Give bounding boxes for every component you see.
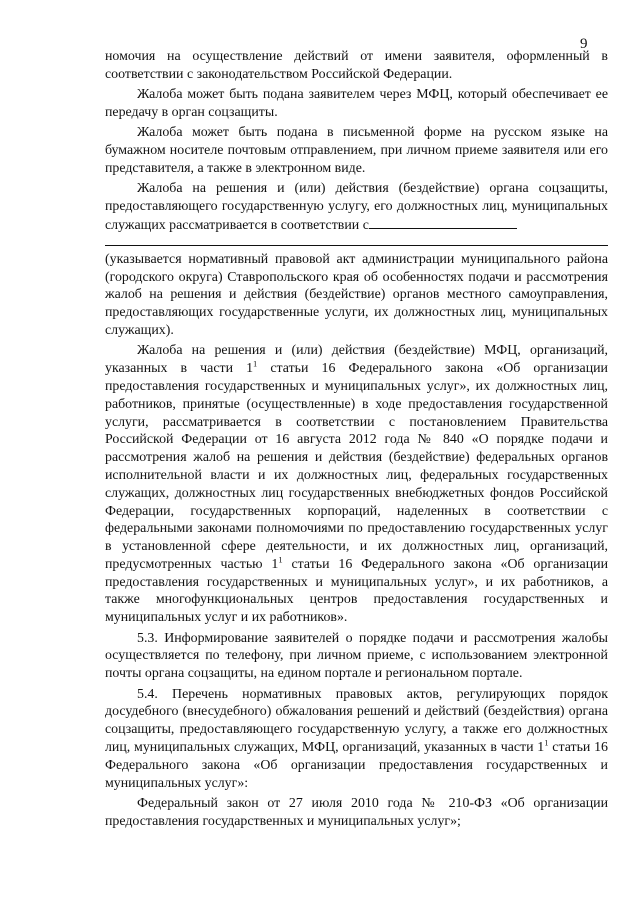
paragraph-complaint-organ — [105, 180, 608, 234]
document-body — [105, 48, 608, 833]
paragraph-complaint-mfc-part3: статьи 16 Федерального закона «Об организации предоставления государственных и муниципальных услуг», и их работников, а также многофункциональных центров предоставления государственных и муниципальных услуг и их работников». — [105, 556, 609, 626]
paragraph-5-4-part1: 5.4. Перечень нормативных правовых актов, регулирующих порядок досудебного (внесудебного) обжалования решений и действий (бездействия) органа соцзащиты, предоставляющего государственную услугу, а также его должностных лиц, муниципальных служащих, МФЦ, организаций, указанных в части 1 — [105, 686, 608, 756]
superscript: 1 — [544, 737, 549, 748]
paragraph-federal-law: Федеральный закон от 27 июля 2010 года № 210-ФЗ «Об организации предоставления государственных и муниципальных услуг»; — [105, 796, 608, 829]
paragraph-5-3: 5.3. Информирование заявителей о порядке подачи и рассмотрения жалобы осуществляется по телефону, при личном приеме, с использованием электронной почты органа соцзащиты, на едином портале и региональном портале. — [105, 630, 608, 682]
paragraph-submission-form: Жалоба может быть подана в письменной форме на русском языке на бумажном носителе почтовым отправлением, при личном приеме заявителя или его представителя, а также в электронном виде. — [105, 125, 608, 176]
paragraph-complaint-mfc-part1: Жалоба на решения и (или) действия (бездействие) МФЦ, организаций, указанных в части 1 — [105, 343, 608, 377]
paragraph-complaint-mfc-part2: статьи 16 Федерального закона «Об организации предоставления государственных и муниципальных услуг», их должностных лиц, работников, принятые (осуществленные) в ходе предоставления государственной услуги, рассматривается в соответствии с постановлением Правительства Российской Федерации от 16 августа 2012 года № 840 «О порядке подачи и рассмотрения жалоб на решения и действия (бездействие) федеральных органов исполнительной власти и их должностных лиц, федеральных государственных служащих, должностных лиц государственных внебюджетных фондов Российской Федерации, государственных корпораций, наделенных в соответствии с федеральными законами полномочиями по предоставлению государственных услуг в установленной сфере деятельности, и их должностных лиц, организаций, предусмотренных частью 1 — [105, 361, 608, 572]
paragraph-mfc-submission: Жалоба может быть подана заявителем через МФЦ, который обеспечивает ее передачу в орган соцзащиты. — [105, 87, 608, 120]
paragraph-note: (указывается нормативный правовой акт администрации муниципального района (городского округа) Ставропольского края об особенностях подачи и рассмотрения жалоб на решения и действия (бездействие) органов местного самоуправления, предоставляющих государственные услуги, их должностных лиц, муниципальных служащих). — [105, 251, 608, 338]
page-number: 9 — [580, 36, 588, 52]
superscript: 1 — [278, 554, 283, 565]
paragraph-continuation: номочия на осуществление действий от имени заявителя, оформленный в соответствии с законодательством Российской Федерации. — [105, 49, 608, 82]
fill-in-blank-line — [369, 216, 517, 229]
paragraph-5-4 — [105, 686, 608, 793]
paragraph-complaint-organ-text: Жалоба на решения и (или) действия (бездействие) органа соцзащиты, предоставляющего государственную услугу, его должностных лиц, муниципальных служащих рассматривается в соответствии с — [105, 181, 608, 233]
paragraph-complaint-mfc — [105, 342, 608, 627]
superscript: 1 — [253, 358, 258, 369]
fill-in-blank-full-line — [105, 245, 608, 246]
paragraph-5-4-part2: статьи 16 Федерального закона «Об организации предоставления государственных и муниципальных услуг»: — [105, 740, 609, 791]
